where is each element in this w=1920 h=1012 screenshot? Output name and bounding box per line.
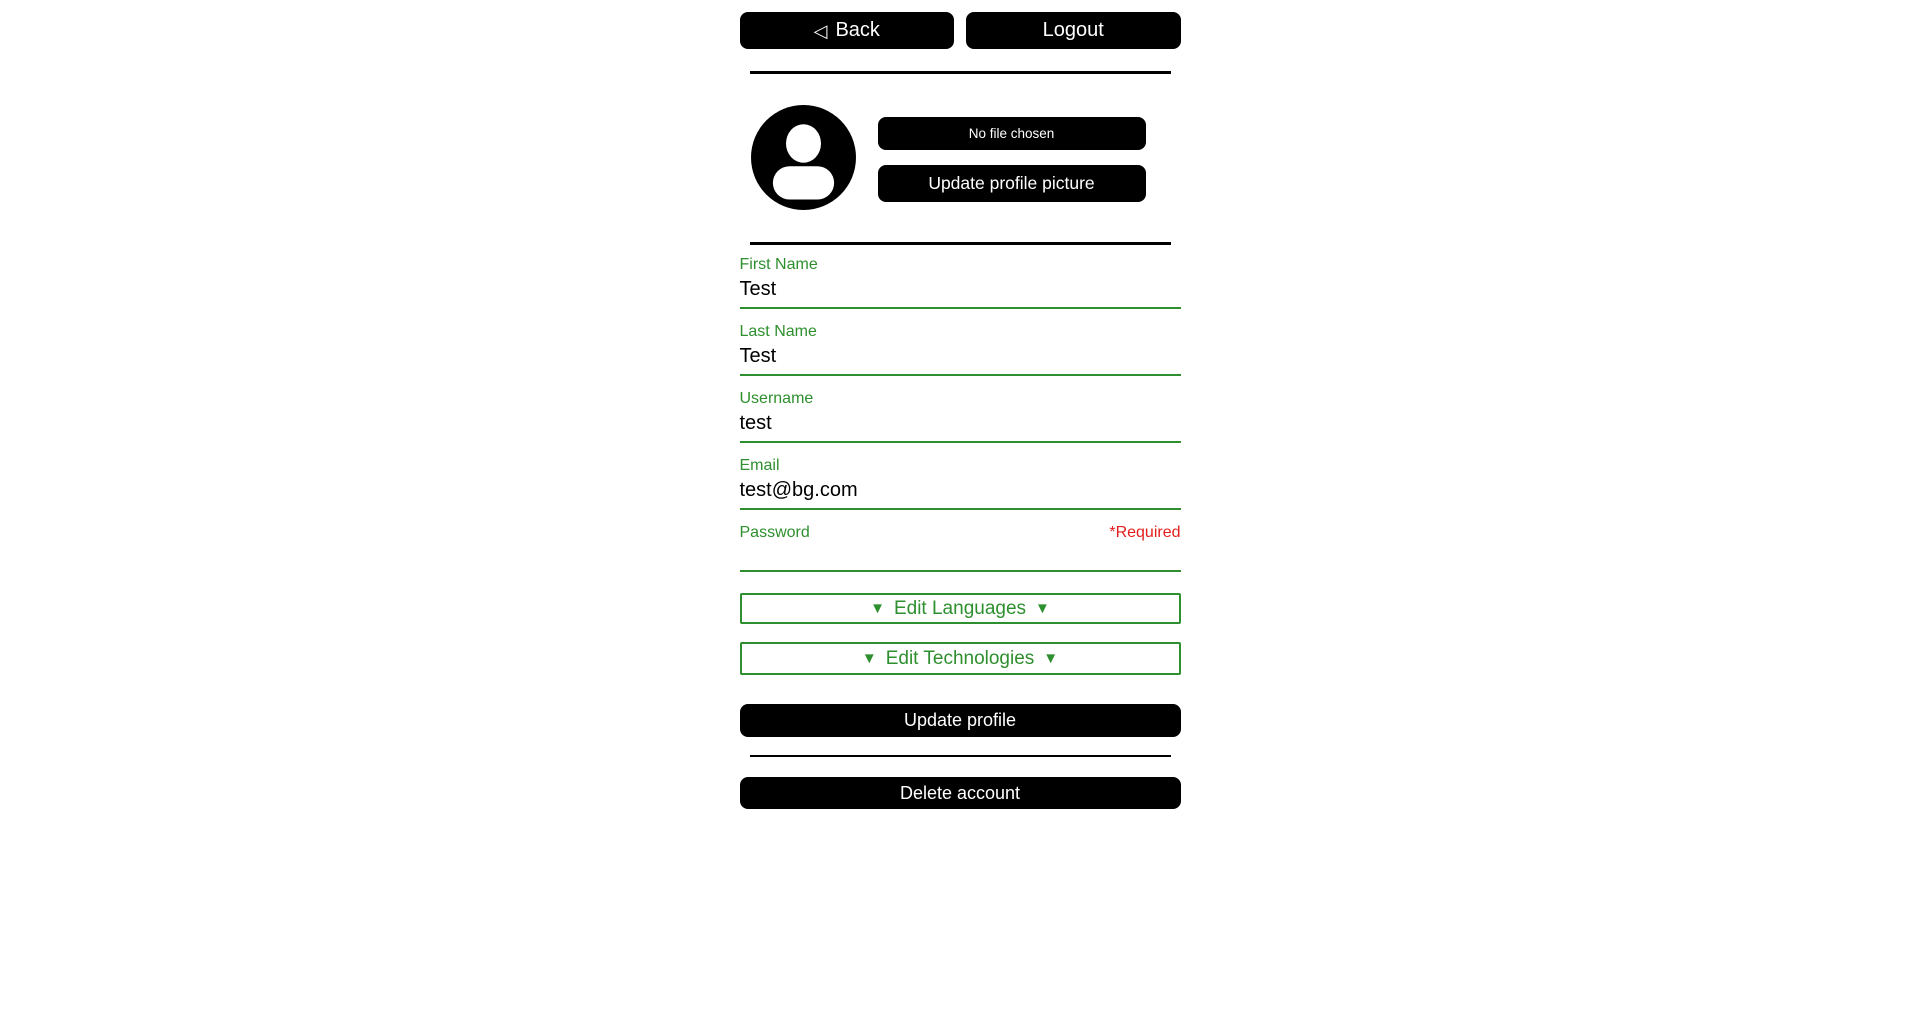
back-button[interactable]: [740, 12, 955, 49]
email-label: Email: [739, 457, 780, 474]
back-button-label: Back: [835, 19, 880, 41]
update-profile-button[interactable]: [740, 704, 1181, 737]
email-field-row: [740, 456, 1181, 510]
username-input[interactable]: test: [739, 412, 772, 434]
profile-page: [740, 0, 1181, 809]
update-profile-picture-label: Update profile picture: [928, 173, 1095, 193]
caret-down-icon: ▼: [1043, 650, 1059, 667]
logout-button[interactable]: [966, 12, 1181, 49]
password-input[interactable]: [740, 545, 1181, 570]
back-arrow-icon: ◁: [813, 20, 828, 41]
person-circle-icon: [751, 105, 856, 210]
edit-languages-button[interactable]: [740, 593, 1181, 624]
email-input[interactable]: test@bg.com: [739, 479, 858, 501]
file-status-label: No file chosen: [968, 126, 1055, 141]
username-field-row: [740, 389, 1181, 443]
danger-divider: [750, 755, 1171, 757]
delete-account-button[interactable]: [740, 777, 1181, 809]
caret-down-icon: ▼: [870, 600, 885, 617]
logout-button-label: Logout: [1042, 19, 1104, 41]
first-name-label: First Name: [739, 256, 818, 273]
password-field-row: [740, 523, 1181, 572]
edit-languages-label: Edit Languages: [893, 597, 1027, 619]
last-name-label: Last Name: [739, 323, 817, 340]
header: [740, 12, 1181, 49]
first-name-field-row: [740, 255, 1181, 309]
profile-form: [740, 255, 1181, 737]
header-divider: [750, 71, 1171, 74]
edit-technologies-button[interactable]: [740, 642, 1181, 675]
caret-down-icon: ▼: [1035, 600, 1050, 617]
profile-picture-file-input[interactable]: [878, 117, 1146, 150]
profile-picture-section: [740, 105, 1181, 210]
last-name-input[interactable]: Test: [739, 345, 777, 367]
username-label: Username: [739, 390, 814, 407]
password-label: Password: [739, 524, 810, 541]
delete-account-label: Delete account: [899, 782, 1021, 803]
last-name-field-row: [740, 322, 1181, 376]
avatar-divider: [750, 242, 1171, 245]
first-name-input[interactable]: Test: [739, 278, 777, 300]
caret-down-icon: ▼: [861, 650, 877, 667]
update-profile-picture-button[interactable]: [878, 165, 1146, 202]
update-profile-label: Update profile: [903, 710, 1017, 730]
picture-controls: [878, 117, 1146, 210]
password-required-note: *Required: [1109, 524, 1181, 541]
edit-technologies-label: Edit Technologies: [885, 647, 1035, 669]
